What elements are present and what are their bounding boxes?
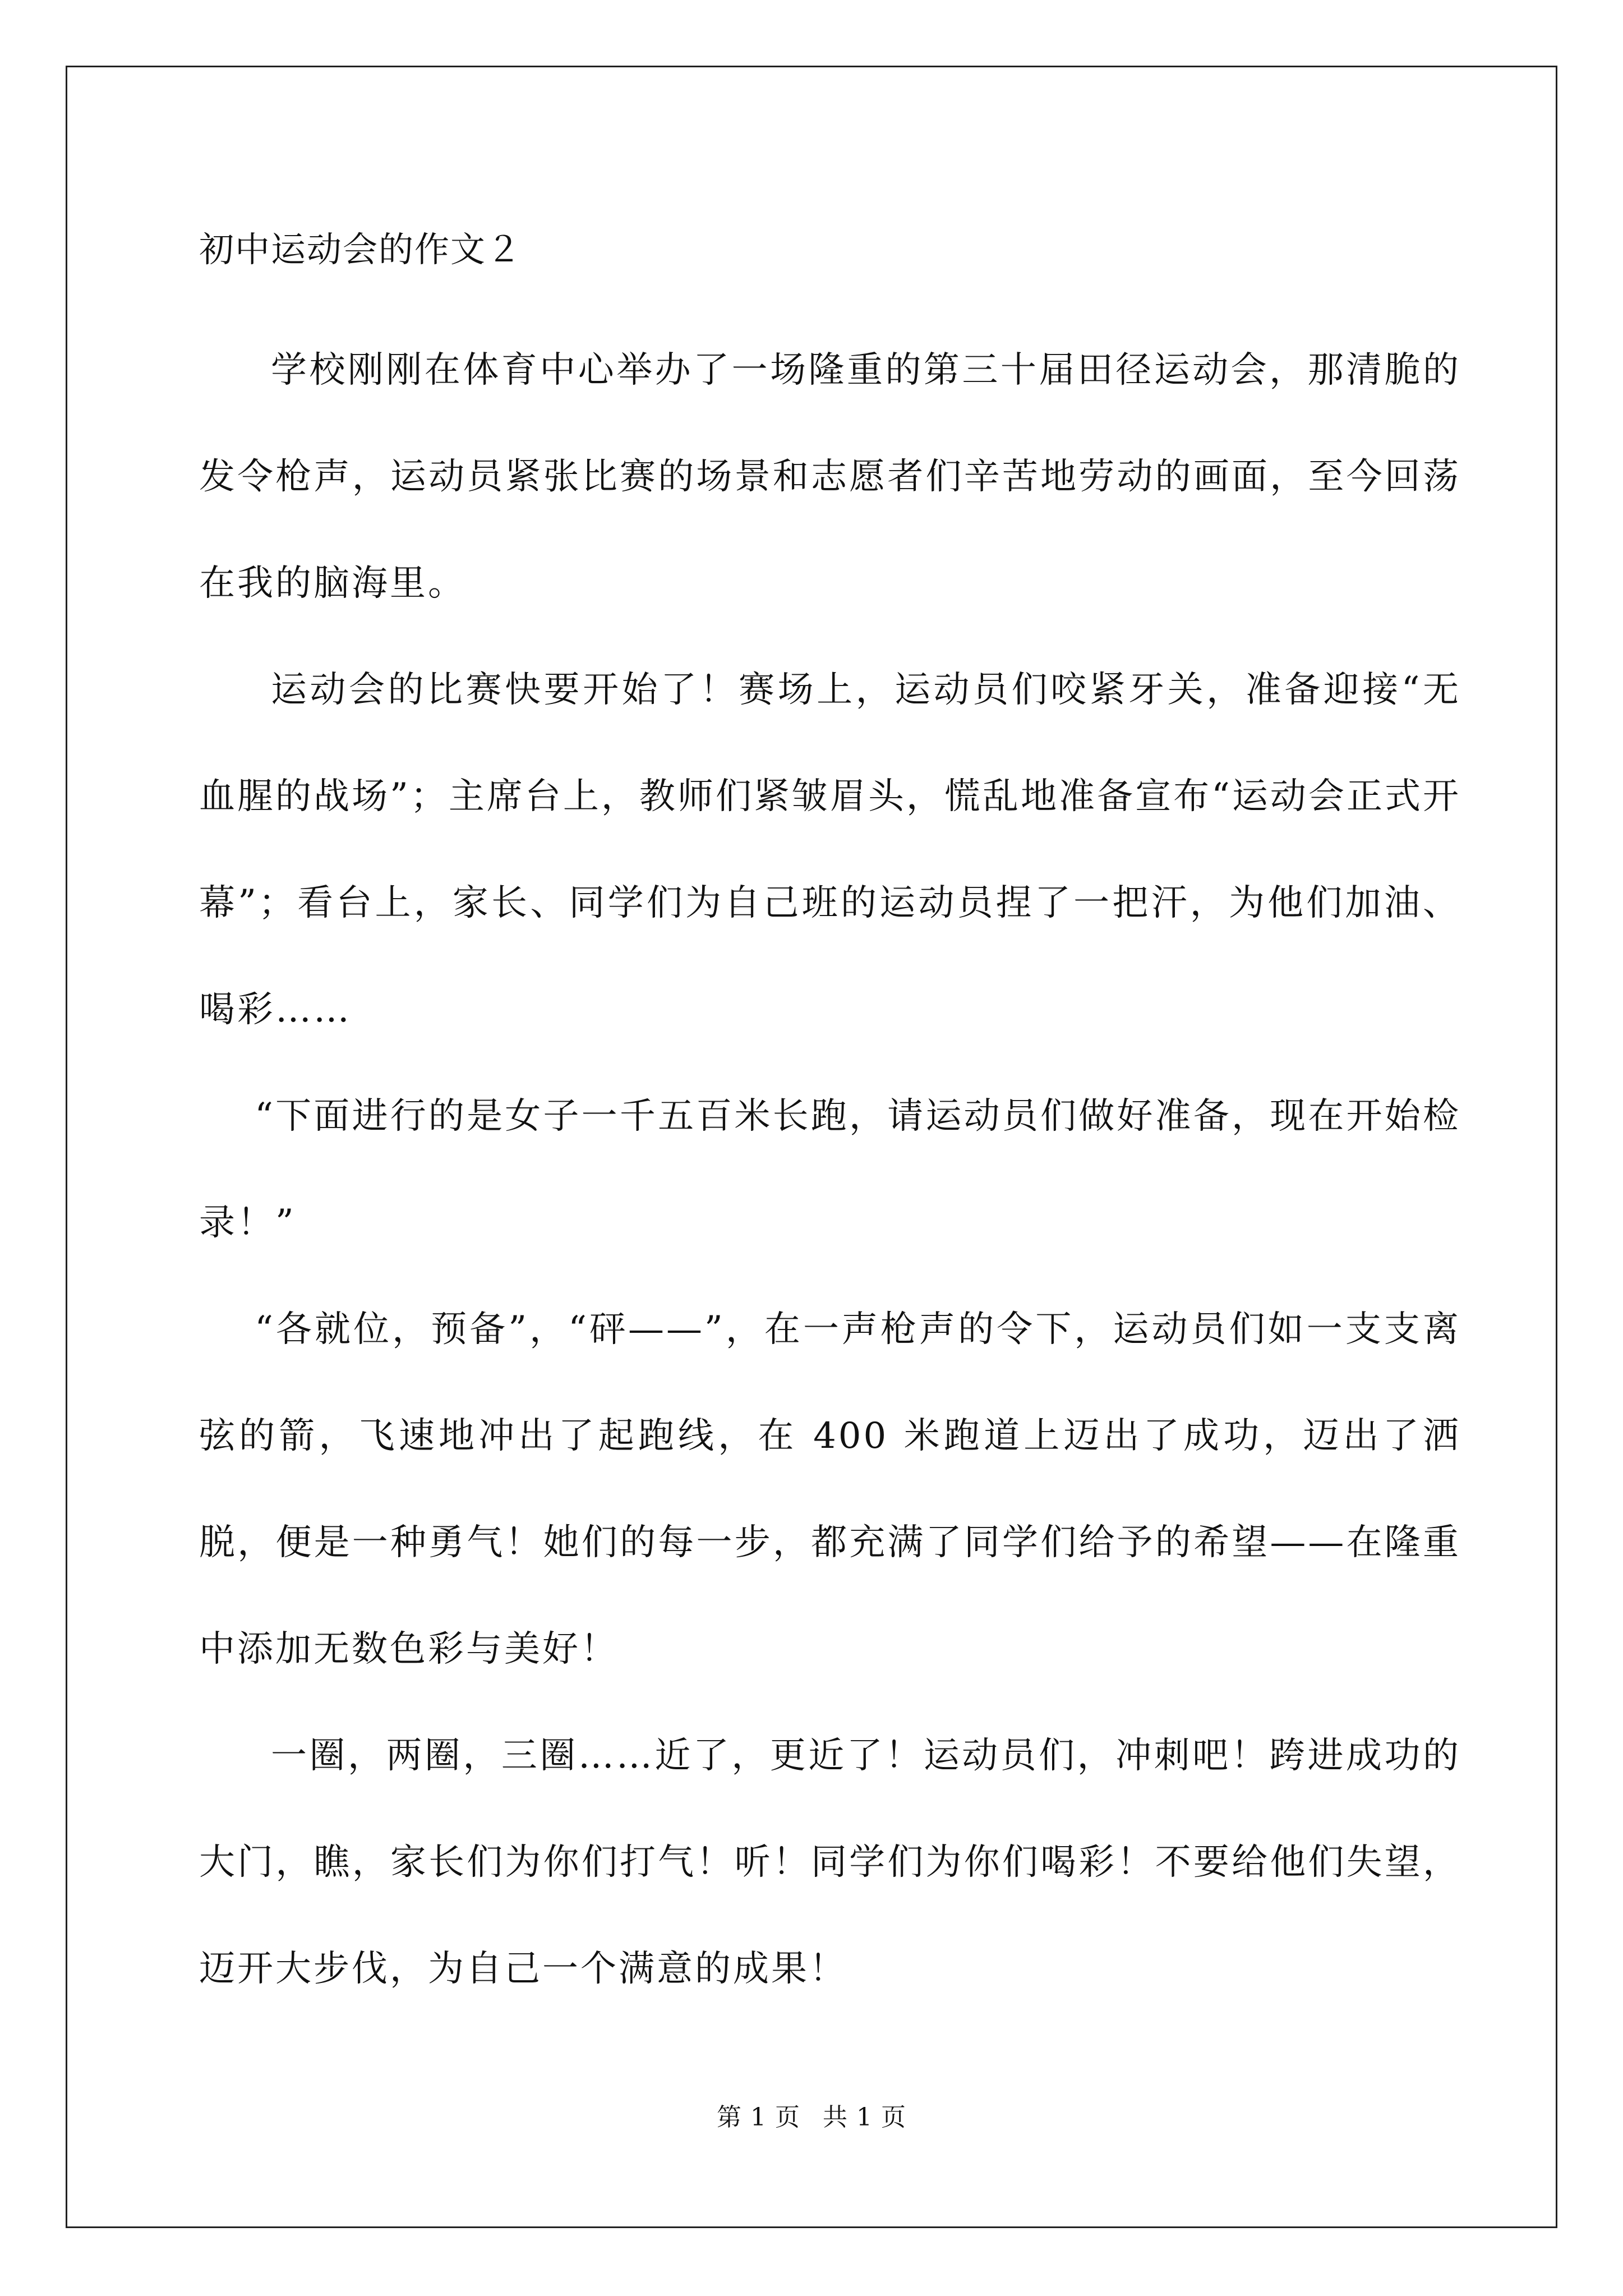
paragraph-2: 运动会的比赛快要开始了！赛场上，运动员们咬紧牙关，准备迎接“无血腥的战场”；主席台上，教师们紧皱眉头，慌乱地准备宣布“运动会正式开幕”；看台上，家长、同学们为自己班的运动员捏了一把汗，为他们加油、喝彩…… — [199, 669, 1461, 1030]
document-title: 初中运动会的作文２ — [199, 229, 523, 270]
paragraph-1: 学校刚刚在体育中心举办了一场隆重的第三十届田径运动会，那清脆的发令枪声，运动员紧张比赛的场景和志愿者们辛苦地劳动的画面，至今回荡在我的脑海里。 — [199, 349, 1461, 604]
paragraph-5: 一圈，两圈，三圈……近了，更近了！运动员们，冲刺吧！跨进成功的大门，瞧，家长们为你们打气！听！同学们为你们喝彩！不要给他们失望，迈开大步伐，为自己一个满意的成果！ — [199, 1735, 1461, 1990]
page-total: 共 1 页 — [823, 2103, 906, 2132]
document-body — [199, 222, 1461, 2022]
page-number: 第 1 页 — [717, 2103, 800, 2132]
paragraph-4: “各就位，预备”，“砰——”，在一声枪声的令下，运动员们如一支支离弦的箭，飞速地冲出了起跑线，在 400 米跑道上迈出了成功，迈出了洒脱，便是一种勇气！她们的每一步，都充满了同学们给予的希望——在隆重中添加无数色彩与美好！ — [199, 1309, 1461, 1670]
paragraph-3: “下面进行的是女子一千五百米长跑，请运动员们做好准备，现在开始检录！” — [199, 1096, 1461, 1244]
page-footer — [0, 2101, 1623, 2134]
